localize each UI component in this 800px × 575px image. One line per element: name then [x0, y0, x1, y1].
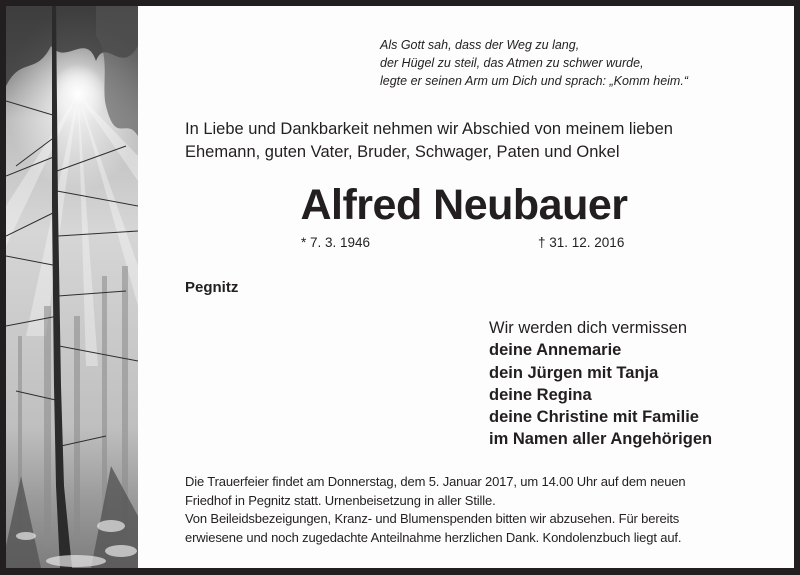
- death-date: † 31. 12. 2016: [538, 235, 625, 250]
- notice-line: Von Beileidsbezeigungen, Kranz- und Blumenspenden bitten wir abzusehen. Für bereits: [185, 511, 680, 527]
- notice-line: erwiesene und noch zugedachte Anteilnahme herzlichen Dank. Kondolenzbuch liegt auf.: [185, 530, 682, 546]
- deceased-name: Alfred Neubauer: [300, 181, 628, 229]
- intro-line: In Liebe und Dankbarkeit nehmen wir Abschied von meinem lieben: [185, 120, 673, 138]
- birth-date: * 7. 3. 1946: [301, 235, 371, 250]
- mourner-name: dein Jürgen mit Tanja: [489, 363, 659, 382]
- forest-trees-illustration: [6, 6, 138, 568]
- poem-line: der Hügel zu steil, das Atmen zu schwer wurde,: [380, 56, 644, 70]
- mourner-name: deine Annemarie: [489, 341, 622, 360]
- mourner-name: deine Regina: [489, 385, 592, 404]
- intro-line: Ehemann, guten Vater, Bruder, Schwager, Paten und Onkel: [185, 143, 620, 161]
- mourners-list: [489, 317, 712, 451]
- forest-sunlight-photo: [6, 6, 138, 568]
- poem-line: legte er seinen Arm um Dich und sprach: „Komm heim.“: [380, 74, 688, 88]
- poem-quote: [380, 36, 688, 90]
- notice-line: Friedhof in Pegnitz statt. Urnenbeisetzung in aller Stille.: [185, 492, 496, 508]
- obituary-card: [6, 6, 794, 568]
- hometown: Pegnitz: [185, 279, 239, 296]
- intro-text: [185, 118, 673, 164]
- mourner-name: deine Christine mit Familie: [489, 408, 699, 427]
- notice-line: Die Trauerfeier findet am Donnerstag, dem 5. Januar 2017, um 14.00 Uhr auf dem neuen: [185, 474, 686, 489]
- mourner-name: im Namen aller Angehörigen: [489, 430, 713, 449]
- funeral-notice: [185, 473, 685, 548]
- poem-line: Als Gott sah, dass der Weg zu lang,: [380, 38, 580, 52]
- mourners-lead: Wir werden dich vermissen: [489, 319, 688, 337]
